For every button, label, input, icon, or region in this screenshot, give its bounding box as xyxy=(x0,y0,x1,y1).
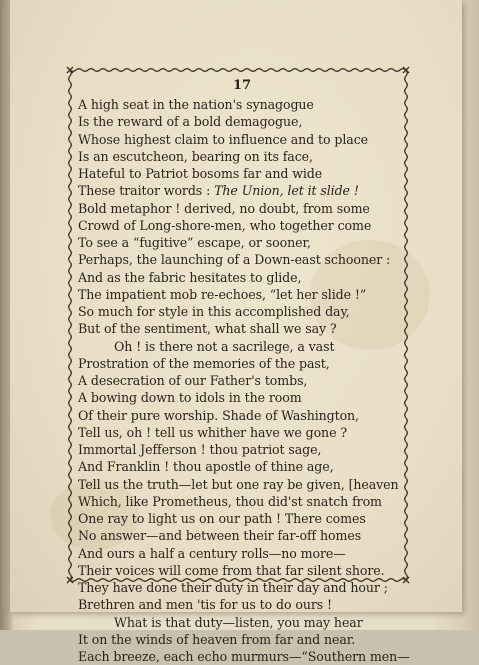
poem-line: What is that duty—listen, you may hear xyxy=(114,614,363,630)
poem-line: Their voices will come from that far silent shore. xyxy=(78,562,385,578)
poem-line: So much for style in this accomplished day, xyxy=(78,304,350,319)
poem-line: One ray to light us on our path ! There comes xyxy=(78,511,366,526)
poem-line: Of their pure worship. Shade of Washington, xyxy=(78,407,359,423)
ornamental-frame xyxy=(66,66,410,664)
poem-line: Which, like Prometheus, thou did'st snatch from xyxy=(78,493,382,509)
poem-line: Perhaps, the launching of a Down-east schooner : xyxy=(78,252,391,268)
poem-line: Brethren and men 'tis for us to do ours ! xyxy=(78,597,332,613)
poem-line: A high seat in the nation's synagogue xyxy=(78,97,314,112)
poem-line: A bowing down to idols in the room xyxy=(78,390,302,406)
poem-line: Each breeze, each echo murmurs—“Southern men— xyxy=(78,649,410,664)
poem-line: And Franklin ! thou apostle of thine age, xyxy=(78,459,334,475)
poem-line: Tell us the truth—let but one ray be given, [heaven xyxy=(78,476,399,492)
poem-line: And as the fabric hesitates to glide, xyxy=(78,269,302,285)
poem-line: These traitor words : The Union, let it slide ! xyxy=(78,183,359,199)
poem-line: Whose highest claim to influence and to place xyxy=(78,131,369,147)
poem-line: To see a “fugitive” escape, or sooner, xyxy=(78,235,311,250)
page-number: 17 xyxy=(232,78,252,93)
poem-line: Hateful to Patriot bosoms far and wide xyxy=(78,166,323,181)
poem-line: Prostration of the memories of the past, xyxy=(78,355,330,371)
poem-text xyxy=(78,96,408,665)
poem-line: They have done their duty in their day and hour ; xyxy=(78,580,388,595)
poem-line: Is the reward of a bold demagogue, xyxy=(78,114,303,130)
poem-line: And ours a half a century rolls—no more— xyxy=(78,545,346,561)
poem-line: Is an escutcheon, bearing on its face, xyxy=(78,148,313,164)
poem-line: No answer—and between their far-off homes xyxy=(78,528,362,544)
poem-line: The impatient mob re-echoes, “let her slide !” xyxy=(78,286,367,302)
poem-line: A desecration of our Father's tombs, xyxy=(78,373,308,388)
poem-line: Tell us, oh ! tell us whither have we gone ? xyxy=(78,424,347,440)
poem-line: Crowd of Long-shore-men, who together come xyxy=(78,217,372,233)
poem-line: Bold metaphor ! derived, no doubt, from some xyxy=(78,200,370,216)
poem-line: But of the sentiment, what shall we say ? xyxy=(78,321,337,337)
poem-line: Immortal Jefferson ! thou patriot sage, xyxy=(78,442,322,457)
poem-line: It on the winds of heaven from far and near. xyxy=(78,631,356,647)
poem-line: Oh ! is there not a sacrilege, a vast xyxy=(114,338,335,354)
